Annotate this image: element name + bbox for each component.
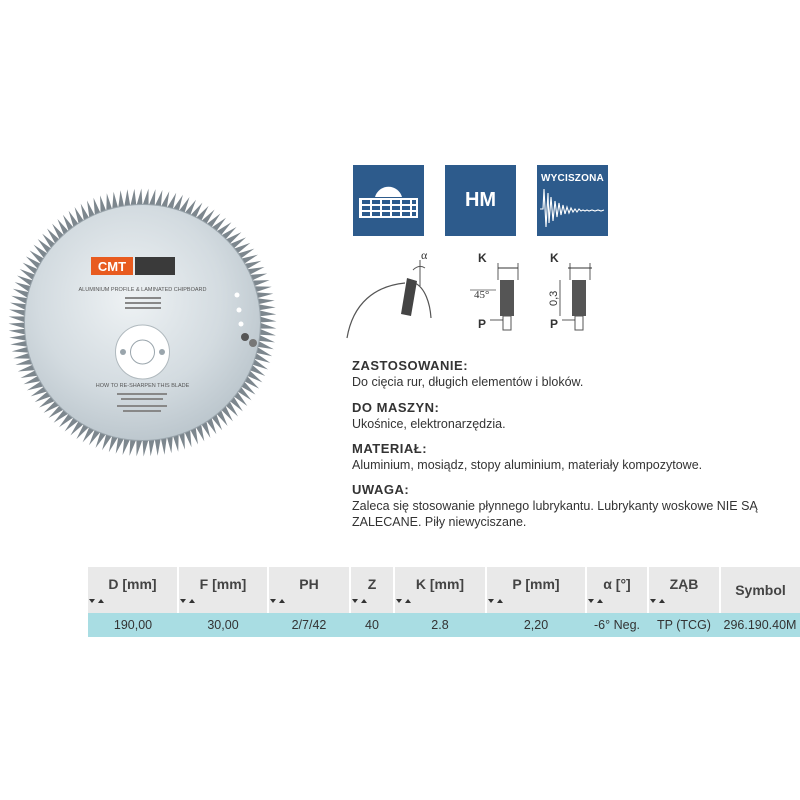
- cell-symbol: 296.190.40M: [720, 613, 800, 637]
- svg-text:45°: 45°: [474, 289, 490, 301]
- section-uwaga: [352, 482, 797, 530]
- col-header-p[interactable]: P [mm]: [486, 567, 586, 613]
- vibration-icon: [537, 165, 608, 236]
- sort-icon[interactable]: [487, 596, 505, 605]
- section-heading: MATERIAŁ:: [352, 441, 428, 456]
- section-text: Zaleca się stosowanie płynnego lubrykantu. Lubrykanty woskowe NIE SĄ ZALECANE. Piły niewyciszane.: [352, 499, 758, 529]
- svg-text:0,3: 0,3: [548, 290, 560, 306]
- col-header-d[interactable]: D [mm]: [88, 567, 178, 613]
- section-text: Ukośnice, elektronarzędzia.: [352, 417, 506, 431]
- svg-text:K: K: [550, 251, 559, 265]
- saw-blade-image: [5, 185, 280, 460]
- tooth-profile-03-diagram: [540, 248, 610, 343]
- spec-table: [88, 567, 800, 637]
- hook-angle-diagram: [345, 248, 445, 343]
- cell-alpha: -6° Neg.: [586, 613, 648, 637]
- col-header-alpha[interactable]: α [°]: [586, 567, 648, 613]
- col-header-symbol: Symbol: [720, 567, 800, 613]
- cell-z: 40: [350, 613, 394, 637]
- section-zastosowanie: [352, 358, 797, 390]
- col-header-z[interactable]: Z: [350, 567, 394, 613]
- svg-text:P: P: [478, 317, 487, 331]
- tooth-profile-45-diagram: [468, 248, 538, 343]
- col-header-zab[interactable]: ZĄB: [648, 567, 720, 613]
- sort-icon[interactable]: [649, 596, 667, 605]
- svg-text:P: P: [550, 317, 559, 331]
- hm-icon: [445, 165, 516, 236]
- section-material: [352, 441, 797, 473]
- hm-label: HM: [464, 189, 497, 211]
- cell-zab: TP (TCG): [648, 613, 720, 637]
- wyciszona-label: WYCISZONA: [541, 173, 604, 184]
- svg-text:α: α: [421, 248, 428, 262]
- svg-text:CMT: CMT: [97, 259, 127, 274]
- sort-icon[interactable]: [179, 596, 197, 605]
- cell-ph: 2/7/42: [268, 613, 350, 637]
- sort-icon[interactable]: [269, 596, 287, 605]
- section-text: Aluminium, mosiądz, stopy aluminium, materiały kompozytowe.: [352, 458, 703, 472]
- sort-icon[interactable]: [88, 596, 106, 605]
- cell-d: 190,00: [88, 613, 178, 637]
- svg-text:HOW TO RE-SHARPEN THIS BLADE: HOW TO RE-SHARPEN THIS BLADE: [95, 383, 190, 389]
- section-heading: DO MASZYN:: [352, 400, 440, 415]
- sort-icon[interactable]: [395, 596, 413, 605]
- col-header-ph[interactable]: PH: [268, 567, 350, 613]
- section-heading: UWAGA:: [352, 482, 410, 497]
- saw-blade-graphic: [5, 185, 280, 460]
- cell-k: 2.8: [394, 613, 486, 637]
- table-saw-icon: [353, 165, 424, 236]
- sort-icon[interactable]: [587, 596, 605, 605]
- col-header-f[interactable]: F [mm]: [178, 567, 268, 613]
- cell-p: 2,20: [486, 613, 586, 637]
- section-heading: ZASTOSOWANIE:: [352, 358, 469, 373]
- section-do-maszyn: [352, 400, 797, 432]
- svg-text:K: K: [478, 251, 487, 265]
- cell-f: 30,00: [178, 613, 268, 637]
- sort-icon[interactable]: [351, 596, 369, 605]
- section-text: Do cięcia rur, długich elementów i bloków.: [352, 375, 584, 389]
- col-header-k[interactable]: K [mm]: [394, 567, 486, 613]
- svg-text:ALUMINIUM PROFILE & LAMINATED: ALUMINIUM PROFILE & LAMINATED CHIPBOARD: [78, 287, 207, 293]
- table-row[interactable]: [88, 613, 800, 637]
- table-header-row: [88, 567, 800, 613]
